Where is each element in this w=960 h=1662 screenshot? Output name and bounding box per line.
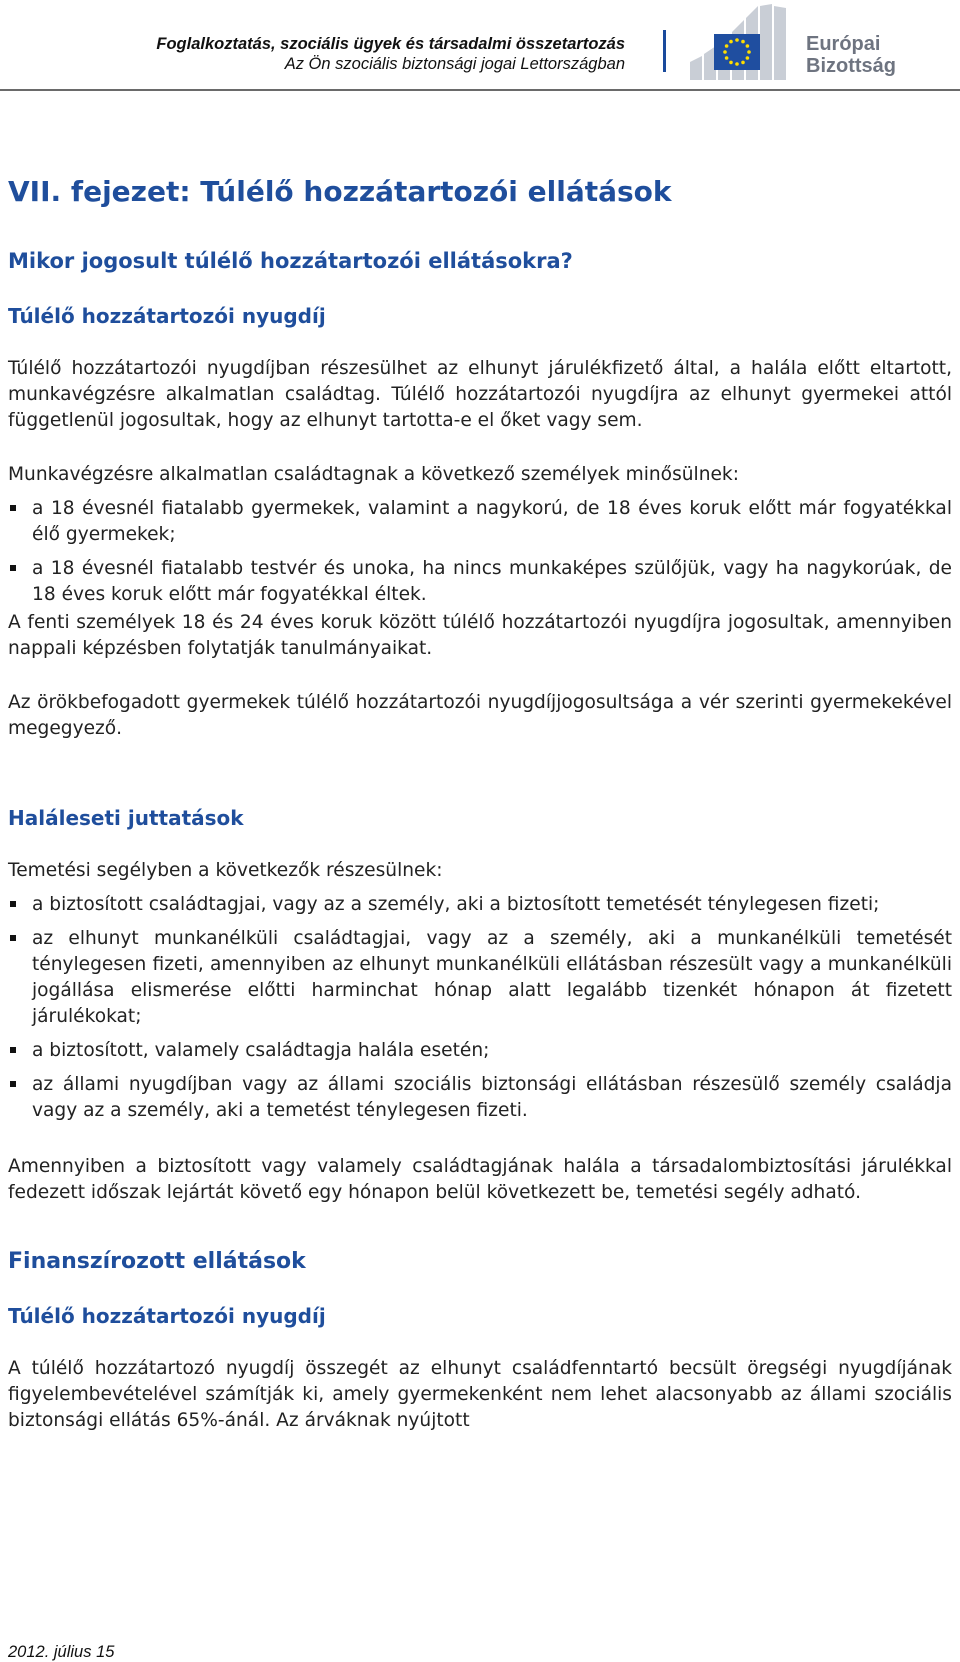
paragraph: Amennyiben a biztosított vagy valamely családtagjának halála a társadalombiztosítási járulékkal fedezett időszak lejártát követő egy hónapon belül következett be, temetési segély adható. — [8, 1156, 952, 1203]
page-footer — [8, 1642, 114, 1662]
section-heading-death-grants: Haláleseti juttatások — [8, 806, 244, 830]
list-item: a biztosított, valamely családtagja halála esetén; — [8, 1038, 952, 1064]
subheading-survivor-pension: Túlélő hozzátartozói nyugdíj — [8, 304, 326, 328]
logo-text-line2: Bizottság — [806, 55, 896, 77]
european-commission-logo — [688, 4, 948, 84]
chapter-title: VII. fejezet: Túlélő hozzátartozói ellátások — [8, 175, 672, 208]
header-rule — [0, 89, 960, 91]
header-title: Foglalkoztatás, szociális ügyek és társadalmi összetartozás — [156, 35, 625, 53]
document-body — [8, 172, 952, 1434]
section-heading-funded-benefits: Finanszírozott ellátások — [8, 1249, 306, 1274]
logo-text-line1: Európai — [806, 33, 881, 55]
list-item: a 18 évesnél fiatalabb gyermekek, valamint a nagykorú, de 18 éves koruk előtt már fogyatékkal élő gyermekek; — [8, 496, 952, 548]
paragraph: Munkavégzésre alkalmatlan családtagnak a következő személyek minősülnek: — [8, 464, 739, 485]
page-number: 15 — [96, 1643, 115, 1661]
bullet-list — [8, 496, 952, 608]
header-text — [156, 34, 625, 74]
paragraph: A túlélő hozzátartozó nyugdíj összegét az elhunyt családfenntartó becsült öregségi nyugdíjának figyelembevételével számítják ki, amely gyermekenként nem lehet alacsonyabb az állami szociális biztonsági ellátás 65%-ánál. Az árváknak nyújtott — [8, 1358, 952, 1431]
section-heading-eligibility: Mikor jogosult túlélő hozzátartozói ellátásokra? — [8, 249, 573, 273]
list-item: az állami nyugdíjban vagy az állami szociális biztonsági ellátásban részesülő személy családja vagy az a személy, aki a temetést ténylegesen fizeti. — [8, 1072, 952, 1124]
paragraph: Temetési segélyben a következők részesülnek: — [8, 860, 443, 881]
list-item: az elhunyt munkanélküli családtagjai, vagy az a személy, aki a munkanélküli temetését ténylegesen fizeti, amennyiben az elhunyt munkanélküli ellátásban részesült vagy a munkanélküli jogállása elismerése előtti harminchat hónap alatt legalább tizenkét hónapon át fizetett járulékokat; — [8, 926, 952, 1030]
header-subtitle: Az Ön szociális biztonsági jogai Lettországban — [284, 55, 625, 73]
footer-date: 2012. július — [8, 1643, 92, 1661]
bullet-list — [8, 892, 952, 1124]
paragraph: A fenti személyek 18 és 24 éves koruk között túlélő hozzátartozói nyugdíjra jogosultak, amennyiben nappali képzésben folytatják tanulmányaikat. — [8, 612, 952, 659]
subheading-survivor-pension: Túlélő hozzátartozói nyugdíj — [8, 1304, 326, 1328]
list-item: a 18 évesnél fiatalabb testvér és unoka, ha nincs munkaképes szülőjük, vagy ha nagykorúak, de 18 éves koruk előtt már fogyatékkal éltek. — [8, 556, 952, 608]
paragraph: Az örökbefogadott gyermekek túlélő hozzátartozói nyugdíjjogosultsága a vér szerinti gyermekekével megegyező. — [8, 692, 952, 739]
header-divider — [663, 30, 666, 72]
page-header — [0, 0, 960, 90]
list-item: a biztosított családtagjai, vagy az a személy, aki a biztosított temetését ténylegesen fizeti; — [8, 892, 952, 918]
paragraph: Túlélő hozzátartozói nyugdíjban részesülhet az elhunyt járulékfizető által, a halála előtt eltartott, munkavégzésre alkalmatlan családtag. Túlélő hozzátartozói nyugdíjra az elhunyt gyermekei attól függetlenül jogosultak, hogy az elhunyt tartotta-e el őket vagy sem. — [8, 358, 952, 431]
